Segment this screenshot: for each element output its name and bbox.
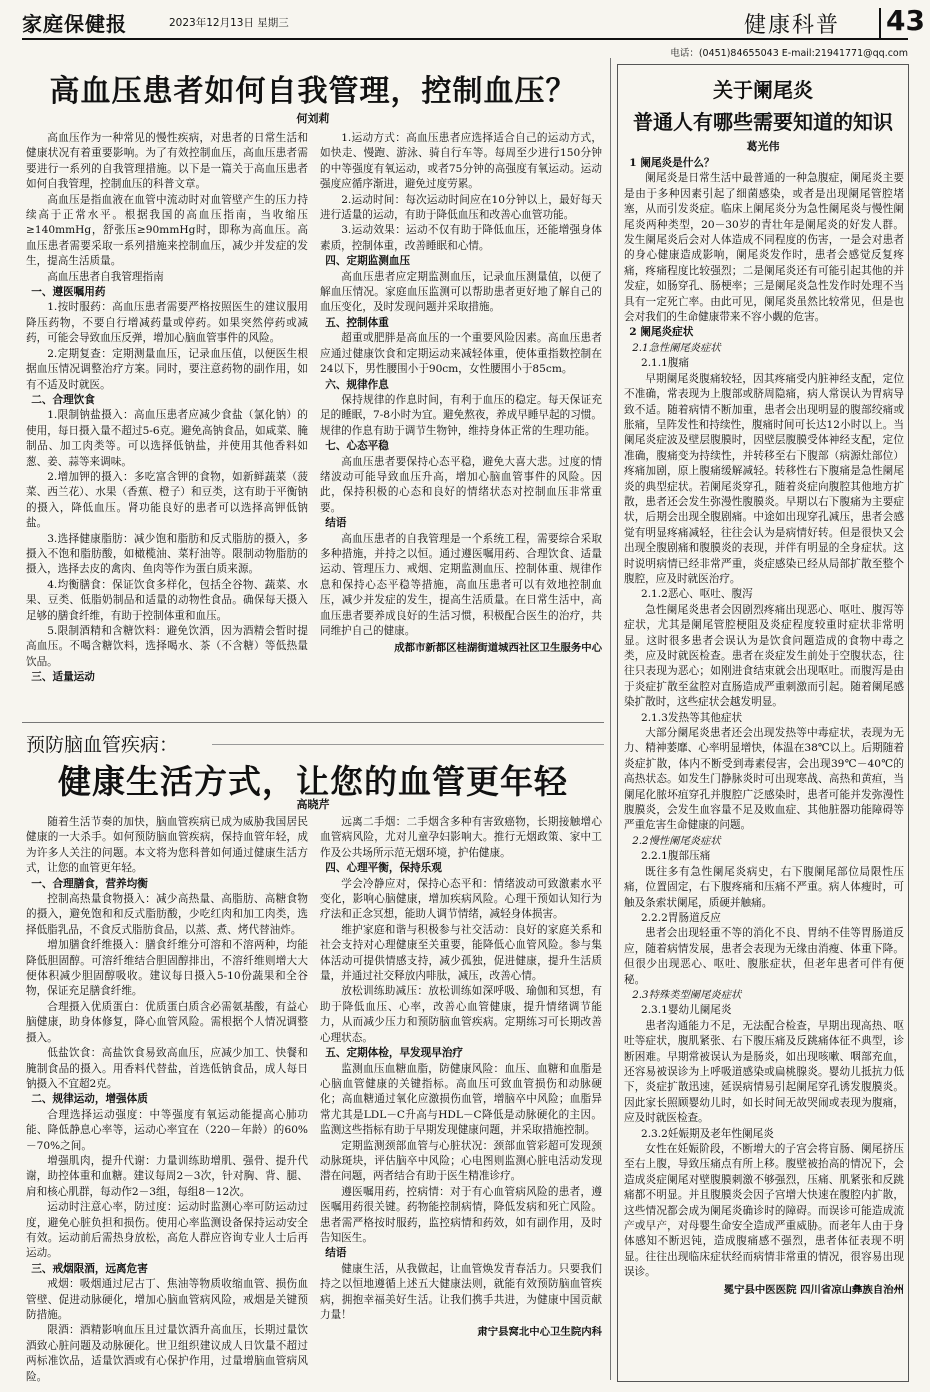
paragraph: 高血压患者自我管理指南 — [47, 270, 164, 283]
paragraph: 急性阑尾炎患者会因剧烈疼痛出现恶心、呕吐、腹泻等症状，尤其是阑尾管腔梗阻及炎症程度较重时症状非常明显。这时很多患者会误认为是饮食问题造成的食物中毒之类，应及时就医检查。患者在炎症发生前处于空腹状态，往往只表现为恶心；如刚进食结束就会出现呕吐。而腹泻是由于炎症扩散至盆腔对直肠造成严重刺激而引起。随着阑尾感染扩散时，这些症状会越发明显。 — [624, 603, 904, 709]
paragraph: 定期监测颈部血管与心脏状况：颈部血管彩超可发现颈动脉斑块，评估脑卒中风险；心电图则监测心脏电活动发现潜在问题，两者结合有助于医生精准诊疗。 — [320, 1139, 602, 1183]
subsubsection-heading: 2.3.2妊娠期及老年性阑尾炎 — [640, 1127, 774, 1140]
section-heading: 1 阑尾炎是什么？ — [629, 157, 715, 169]
paragraph: 远离二手烟：二手烟含多种有害致癌物，长期接触增心血管病风险，尤对儿童孕妇影响大。推行无烟政策、家中工作及公共场所示范无烟环境，护佑健康。 — [320, 816, 602, 859]
article-divider — [22, 722, 604, 723]
article2-column-1 — [26, 815, 308, 1382]
paragraph: 维护家庭和谐与积极参与社交活动：良好的家庭关系和社会支持对心理健康至关重要，能降低心血管风险。参与集体活动可提供情感支持，减少孤独，促进健康，提升生活质量，并通过社交释放内啡肽，减压，改善心情。 — [320, 923, 602, 983]
paragraph: 遵医嘱用药，控病情：对于有心血管病风险的患者，遵医嘱用药很关键。药物能控制病情，降低发病和死亡风险。患者需严格按时服药，监控病情和药效，如有副作用，及时告知医生。 — [320, 1185, 602, 1244]
subsection-heading: 2.1急性阑尾炎症状 — [632, 341, 721, 354]
page-number: 43 — [886, 4, 925, 37]
section-heading: 二、合理饮食 — [31, 393, 95, 406]
paragraph: 控制高热量食物摄入：减少高热量、高脂肪、高糖食物的摄入，避免饱和和反式脂肪酸，少吃红肉和加工肉类，选择低脂乳品，不食反式脂肪食品，以蒸、煮、烤代替油炸。 — [26, 893, 308, 936]
paragraph: 增强肌肉，提升代谢：力量训练助增肌、强骨、提升代谢，助控体重和血糖。建议每周2－3次，针对胸、背、腿、肩和核心肌群，每动作2－3组，每组8－12次。 — [26, 1154, 308, 1198]
paragraph: 高血压患者要保持心态平稳，避免大喜大悲。过度的情绪波动可能导致血压升高，增加心脑血管事件的风险。因此，保持积极的心态和良好的情绪状态对控制血压非常重要。 — [320, 455, 602, 514]
section-heading: 2 阑尾炎症状 — [629, 326, 694, 339]
section-heading: 五、控制体重 — [325, 316, 389, 329]
author-affiliation: 冕宁县中医医院 四川省凉山彝族自治州 — [723, 1283, 904, 1296]
section-heading: 一、合理膳食，营养均衡 — [31, 877, 148, 890]
paragraph: 合理摄入优质蛋白：优质蛋白质含必需氨基酸，有益心脑健康，助身体修复，降心血管风险。需根据个人情况调整摄入。 — [26, 1000, 308, 1044]
article1-title: 高血压患者如何自我管理，控制血压？ — [49, 74, 577, 109]
paragraph: 患者会出现轻重不等的消化不良、胃纳不佳等胃肠道反应，随着病情发展，患者会表现为无缘由消瘦、体重下降。但很少出现恶心、呕吐、腹胀症状，但老年患者可伴有便秘。 — [624, 927, 904, 986]
paragraph: 1.运动方式：高血压患者应选择适合自己的运动方式，如快走、慢跑、游泳、骑自行车等。每周至少进行150分钟的中等强度有氧运动，或者75分钟的高强度有氧运动。运动强度应循序渐进，避免过度劳累。 — [320, 132, 602, 191]
section-heading: 四、心理平衡，保持乐观 — [325, 862, 442, 875]
paragraph: 2.定期复查：定期测量血压，记录血压值，以便医生根据血压情况调整治疗方案。同时，要注意药物的副作用，如有不适及时就医。 — [26, 347, 308, 391]
section-name: 健康科普 — [744, 13, 841, 38]
paragraph: 高血压患者应定期监测血压，记录血压测量值，以便了解血压情况。家庭血压监测可以帮助患者更好地了解自己的血压变化，及时发现问题并采取措施。 — [320, 270, 602, 314]
kicker-rule — [212, 744, 604, 745]
section-heading: 结语 — [325, 1247, 347, 1260]
section-heading: 三、戒烟限酒，远离危害 — [31, 1262, 148, 1275]
section-heading: 四、定期监测血压 — [325, 255, 411, 268]
paragraph: 4.均衡膳食：保证饮食多样化，包括全谷物、蔬菜、水果、豆类、低脂奶制品和适量的动物性食品。确保每天摄入足够的膳食纤维，有助于控制体重和血压。 — [26, 578, 308, 622]
masthead — [22, 4, 925, 40]
subsubsection-heading: 2.1.2恶心、呕吐、腹泻 — [640, 588, 753, 601]
subsubsection-heading: 2.3.1婴幼儿阑尾炎 — [640, 1004, 732, 1017]
section-heading: 七、心态平稳 — [325, 440, 389, 453]
subsubsection-heading: 2.2.1腹部压痛 — [640, 850, 711, 863]
column-rule — [610, 58, 611, 1380]
paragraph: 限酒：酒精影响血压且过量饮酒升高血压，长期过量饮酒致心脏问题及动脉硬化。世卫组织建议成人日饮量不超过两标准饮品，适量饮酒或有心保护作用，过量增脑血管病风险。 — [26, 1324, 308, 1382]
paragraph: 1.按时服药：高血压患者需要严格按照医生的建议服用降压药物，不要自行增减药量或停药。如果突然停药或减药，可能会导致血压反弹，增加心脑血管事件的风险。 — [26, 301, 308, 345]
article2-author: 高晓芹 — [296, 798, 330, 811]
section-heading: 一、遵医嘱用药 — [31, 286, 106, 299]
subsection-heading: 2.2慢性阑尾炎症状 — [632, 834, 721, 847]
paragraph: 运动时注意心率，防过度：运动时监测心率可防运动过度，避免心脏负担和损伤。使用心率监测设备保持运动安全有效。运动前后需热身放松，高危人群应咨询专业人士后再运动。 — [26, 1201, 308, 1260]
paragraph: 增加膳食纤维摄入：膳食纤维分可溶和不溶两种，均能降低胆固醇。可溶纤维结合胆固醇排出，不溶纤维则增大大便体积减少胆固醇吸收。建议每日摄入5-10份蔬果和全谷物，保证充足膳食纤维。 — [26, 939, 308, 998]
article3-body — [624, 156, 904, 1378]
article3-title-line1: 关于阑尾炎 — [713, 78, 813, 102]
paragraph: 合理选择运动强度：中等强度有氧运动能提高心肺功能、降低静息心率等，运动心率宜在（220－年龄）的60%－70%之间。 — [26, 1108, 308, 1152]
paragraph: 学会冷静应对，保持心态平和：情绪波动可致激素水平变化，影响心脑健康，增加疾病风险。心理干预如认知行为疗法和正念冥想，能助人调节情绪，减轻身体损害。 — [320, 877, 602, 921]
section-heading: 五、定期体检，早发现早治疗 — [325, 1047, 464, 1060]
paragraph: 大部分阑尾炎患者还会出现发热等中毒症状，表现为无力、精神萎靡、心率明显增快，体温在38℃以上。后期随着炎症扩散，体内不断受到毒素侵害，会出现39℃－40℃的高热状态。如发生门静脉炎时可出现寒战、高热和黄疸，当阑尾化脓坏疽穿孔并腹腔广泛感染时，患者可能并发弥漫性腹膜炎，会发生血容量不足及败血症、其他脏器功能障碍等严重危害生命健康的问题。 — [624, 727, 904, 832]
article1-author: 何刘莉 — [296, 112, 330, 125]
paragraph: 高血压作为一种常见的慢性疾病，对患者的日常生活和健康状况有着重要影响。为了有效控制血压，高血压患者需要进行一系列的自我管理措施。以下是一篇关于高血压患者如何自我管理，控制血压的科普文章。 — [26, 132, 308, 191]
article3-author: 葛光伟 — [746, 140, 780, 153]
masthead-divider — [879, 8, 881, 38]
article1-column-1 — [26, 131, 308, 719]
paragraph: 健康生活，从我做起，让血管焕发青春活力。只要我们持之以恒地遵循上述五大健康法则，就能有效预防脑血管疾病，拥抱幸福美好生活。让我们携手共进，为健康中国贡献力量！ — [320, 1262, 602, 1321]
paragraph: 保持规律的作息时间，有利于血压的稳定。每天保证充足的睡眠，7-8小时为宜。避免熬夜，养成早睡早起的习惯。规律的作息有助于调节生物钟，维持身体正常的生理功能。 — [320, 393, 602, 437]
paragraph: 2.运动时间：每次运动时间应在10分钟以上，最好每天进行适量的运动，有助于降低血压和改善心血管功能。 — [320, 193, 602, 222]
paragraph: 监测血压血糖血脂，防健康风险：血压、血糖和血脂是心脑血管健康的关键指标。高血压可致血管损伤和动脉硬化；高血糖通过氧化应激损伤血管，增脑卒中风险；血脂异常尤其是LDL－C升高与HDL－C降低是动脉硬化的主因。监测这些指标有助于早期发现健康问题，并采取措施控制。 — [320, 1062, 602, 1137]
paragraph: 高血压患者的自我管理是一个系统工程，需要综合采取多种措施，并持之以恒。通过遵医嘱用药、合理饮食、适量运动、管理压力、戒烟、定期监测血压、控制体重、规律作息和保持心态平稳等措施，高血压患者可以有效地控制血压，减少并发症的发生，提高生活质量。在日常生活中，高血压患者要养成良好的生活习惯，积极配合医生的治疗，共同维护自己的健康。 — [320, 532, 602, 637]
issue-date: 2023年12月13日 星期三 — [169, 17, 289, 29]
paragraph: 患者沟通能力不足，无法配合检查，早期出现高热、呕吐等症状，腹肌紧张、右下腹压痛及反跳痛体征不典型，诊断困难。早期常被误认为是肠炎，如出现咳嗽、咽部充血，还容易被误诊为上呼吸道感染或扁桃腺炎。婴幼儿抵抗力低下，炎症扩散迅速，延误病情易引起阑尾穿孔诱发腹膜炎。因此家长照顾婴幼儿时，如长时间无故哭闹或表现为腹痛，应及时就医检查。 — [624, 1019, 904, 1125]
section-heading: 六、规律作息 — [325, 378, 389, 391]
paragraph: 3.运动效果：运动不仅有助于降低血压，还能增强身体素质，控制体重，改善睡眠和心情。 — [320, 224, 602, 252]
author-affiliation: 成都市新都区桂湖街道城西社区卫生服务中心 — [394, 642, 602, 655]
paragraph: 戒烟：吸烟通过尼古丁、焦油等物质收缩血管、损伤血管壁、促进动脉硬化，增加心脑血管病风险，戒烟是关键预防措施。 — [26, 1278, 308, 1321]
article2-title: 健康生活方式，让您的血管更年轻 — [58, 762, 568, 801]
paragraph: 低盐饮食：高盐饮食易致高血压，应减少加工、快餐和腌制食品的摄入。用香料代替盐，首选低钠食品，成人每日钠摄入不宜超2克。 — [26, 1047, 308, 1090]
author-affiliation: 肃宁县窝北中心卫生院内科 — [477, 1326, 602, 1339]
paragraph: 随着生活节奏的加快，脑血管疾病已成为威胁我国居民健康的一大杀手。如何预防脑血管疾病，保持血管年轻，成为许多人关注的问题。本文将为您科普如何通过健康生活方式，让您的血管更年轻。 — [26, 816, 308, 875]
subsubsection-heading: 2.1.1腹痛 — [640, 357, 690, 370]
paragraph: 超重或肥胖是高血压的一个重要风险因素。高血压患者应通过健康饮食和定期运动来减轻体重，使体重指数控制在24以下，男性腰围小于90cm，女性腰围小于85cm。 — [320, 332, 602, 376]
article2-column-2 — [320, 815, 602, 1382]
paragraph: 2.增加钾的摄入：多吃富含钾的食物，如新鲜蔬菜（菠菜、西兰花）、水果（香蕉、橙子）和豆类，这有助于平衡钠的摄入，降低血压。肾功能良好的患者可以选择高钾低钠盐。 — [26, 470, 308, 530]
section-heading: 三、适量运动 — [31, 671, 95, 684]
article3-title-line2: 普通人有哪些需要知道的知识 — [633, 110, 893, 134]
subsubsection-heading: 2.1.3发热等其他症状 — [640, 711, 743, 724]
paragraph: 1.限制钠盐摄入：高血压患者应减少食盐（氯化钠）的使用，每日摄入量不超过5-6克。避免高钠食品，如咸菜、腌制品、加工肉类等。可以选择低钠盐，并使用其他香料如葱、姜、蒜等来调味。 — [26, 409, 308, 468]
section-heading: 结语 — [325, 517, 347, 530]
paragraph: 放松训练助减压：放松训练如深呼吸、瑜伽和冥想，有助于降低血压、心率，改善心血管健康，提升情绪调节能力，从而减少压力和预防脑血管疾病。定期练习可长期改善心理状态。 — [320, 985, 602, 1044]
contact-info: 电话：(0451)84655043 E-mail:21941771@qq.com — [670, 48, 908, 59]
paragraph: 5.限制酒精和含糖饮料：避免饮酒，因为酒精会暂时提高血压。不喝含糖饮料，选择喝水、茶（不含糖）等低热量饮品。 — [26, 625, 308, 668]
paragraph: 早期阑尾炎腹痛较轻，因其疼痛受内脏神经支配，定位不准确，常表现为上腹部或脐周隐痛，病人常误认为胃病导致不适。随着病情不断加重，患者会出现明显的腹部绞痛或胀痛，呈阵发性和持续性，腹痛时间可长达12小时以上。当阑尾炎症波及壁层腹膜时，因壁层腹膜受体神经支配，定位准确，腹痛变为持续性，并转移至右下腹部（病源灶部位）疼痛加剧，原上腹痛缓解减轻。转移性右下腹痛是急性阑尾炎的典型症状。若阑尾炎穿孔，随着炎症向腹腔其他地方扩散，患者还会发生弥漫性腹膜炎。早期以右下腹痛为主要症状，后期会出现全腹剧痛。中途如出现穿孔减压，患者会感觉有明显疼痛减轻，往往会认为是病情好转。但是很快又会出现全腹剧痛和腹膜炎的表现，并伴有明显的全身症状。这时说明病情已经非常严重，炎症感染已经从局部扩散至整个腹腔，应及时就医治疗。 — [624, 372, 904, 585]
section-heading: 二、规律运动，增强体质 — [31, 1093, 148, 1106]
subsubsection-heading: 2.2.2胃肠道反应 — [640, 911, 721, 924]
article1-column-2 — [320, 131, 602, 719]
paragraph: 既往多有急性阑尾炎病史，右下腹阑尾部位局限性压痛，位置固定，右下腹疼痛和压痛不严重。病人体瘦时，可触及条索状阑尾，质硬并触痛。 — [624, 865, 904, 909]
paragraph: 3.选择健康脂肪：减少饱和脂肪和反式脂肪的摄入，多摄入不饱和脂肪酸，如橄榄油、菜籽油等。限制动物脂肪的摄入，选择去皮的禽肉、鱼肉等作为蛋白质来源。 — [26, 532, 308, 576]
paragraph: 女性在妊娠阶段，不断增大的子宫会将盲肠、阑尾挤压至右上腹，导致压痛点有所上移。腹壁被抬高的情况下，会造成炎症阑尾对壁腹膜刺激不够强烈，压痛、肌紧张和反跳痛都不明显。并且腹膜炎会因子宫增大快速在腹腔内扩散，这些情况都会成为阑尾炎确诊时的障碍。而误诊可能造成流产或早产，对母婴生命安全造成严重威胁。而老年人由于身体感知不断迟钝，造成腹痛感不强烈，患者体征表现不明显。往往出现临床症状经而病情非常重的情况，很容易出现误诊。 — [624, 1143, 904, 1279]
newspaper-name: 家庭保健报 — [22, 12, 127, 36]
subsection-heading: 2.3特殊类型阑尾炎症状 — [632, 988, 742, 1001]
paragraph: 高血压是指血液在血管中流动时对血管壁产生的压力持续高于正常水平。根据我国的高血压指南，当收缩压≥140mmHg，舒张压≥90mmHg时，即称为高血压。高血压患者需要采取一系列措施来控制血压，减少并发症的发生，提高生活质量。 — [26, 193, 308, 268]
paragraph: 阑尾炎是日常生活中最普通的一种急腹症，阑尾炎主要是由于多种因素引起了细菌感染，或者是出现阑尾管腔堵塞，从而引发炎症。临床上阑尾炎分为急性阑尾炎与慢性阑尾炎两种类型，20－30岁的青壮年是阑尾炎的好发人群。发生阑尾炎后会对人体造成不同程度的伤害，一是会对患者的身心健康造成影响，阑尾炎发作时，患者会感觉反复疼痛，疼痛程度比较强烈；二是阑尾炎还有可能引起其他的并发症，如肠穿孔、肠梗率；三是阑尾炎急性发作时处理不当具有一定死亡率。由此可见，阑尾炎虽然比较常见，但是也会对我们的生命健康带来不容小觑的危害。 — [624, 172, 904, 324]
article2-kicker: 预防脑血管疾病： — [26, 734, 179, 756]
